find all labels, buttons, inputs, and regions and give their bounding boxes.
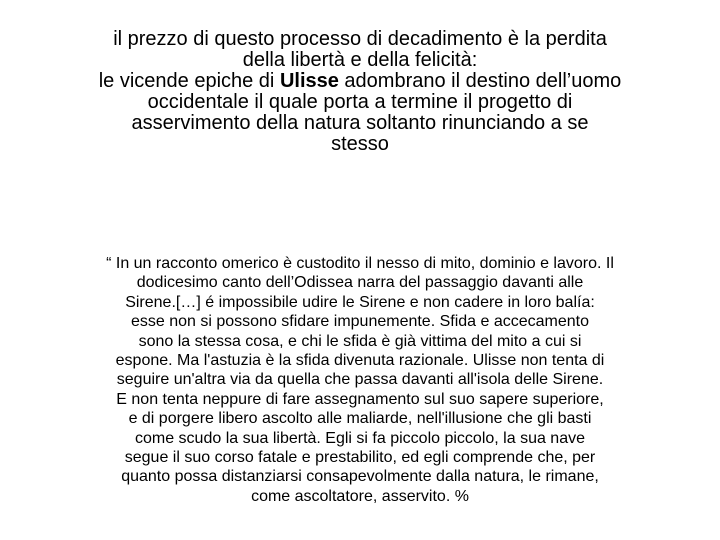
heading-line-5: asservimento della natura soltanto rinunciando a se xyxy=(131,112,589,134)
quote-line: quanto possa distanziarsi consapevolmente dalla natura, le rimane, xyxy=(121,468,599,486)
quote-line: sono la stessa cosa, e chi le sfida è già vittima del mito a cui si xyxy=(138,332,582,350)
ulisse-name: Ulisse xyxy=(279,70,339,92)
heading-block xyxy=(30,29,690,155)
heading-line-2: della libertà e della felicità: xyxy=(242,49,478,71)
quote-line: “ In un racconto omerico è custodito il nesso di mito, dominio e lavoro. Il xyxy=(106,255,614,272)
quote-line: Sirene.[…] é impossibile udire le Sirene e non cadere in loro balía: xyxy=(125,293,595,311)
heading-line-6: stesso xyxy=(331,133,389,155)
heading-line-3-suffix: adombrano il destino dell’uomo xyxy=(338,70,622,92)
quote-line: come ascoltatore, asservito. % xyxy=(251,487,469,505)
heading-line-3-prefix: le vicende epiche di xyxy=(98,70,280,92)
heading-line-4: occidentale il quale porta a termine il progetto di xyxy=(147,91,573,113)
heading-line-3 xyxy=(30,71,690,92)
heading-line-1: il prezzo di questo processo di decadimento è la perdita xyxy=(113,28,607,50)
quote-line: seguire un'altra via da quella che passa davanti all'isola delle Sirene. xyxy=(116,371,604,389)
quote-line: dodicesimo canto dell’Odissea narra del passaggio davanti alle xyxy=(136,274,584,292)
quote-line: E non tenta neppure di fare assegnamento sul suo sapere superiore, xyxy=(116,390,604,408)
quote-line: esse non si possono sfidare impunemente. Sfida e accecamento xyxy=(130,313,590,331)
quote-line: segue il suo corso fatale e prestabilito, ed egli comprende che, per xyxy=(124,449,596,467)
quote-line: espone. Ma l'astuzia è la sfida divenuta razionale. Ulisse non tenta di xyxy=(115,352,605,370)
quote-line: come scudo la sua libertà. Egli si fa piccolo piccolo, la sua nave xyxy=(134,429,585,447)
quote-line: e di porgere libero ascolto alle maliarde, nell'illusione che gli basti xyxy=(128,410,592,428)
quote-block xyxy=(34,254,686,506)
